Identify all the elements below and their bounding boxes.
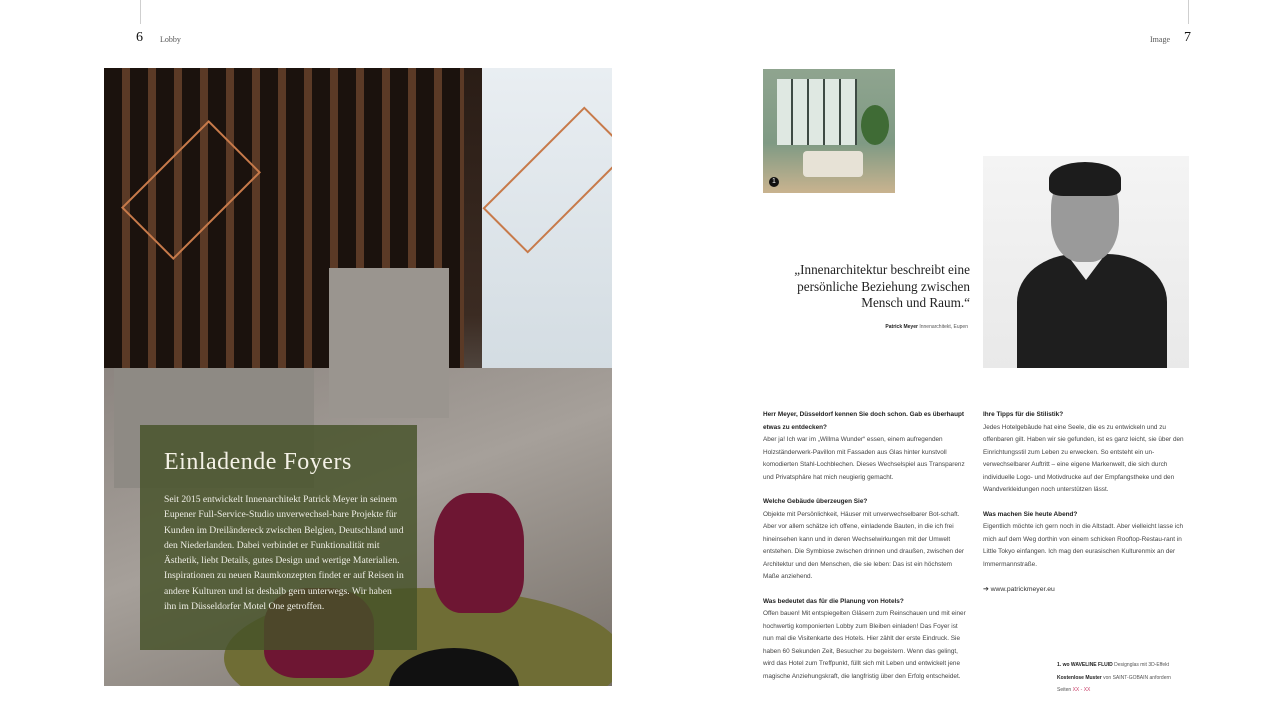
quote-attribution-role: Innenarchitekt, Eupen xyxy=(919,324,968,330)
product-credit xyxy=(1057,659,1187,697)
credit-line xyxy=(1057,659,1187,672)
interview-block xyxy=(983,509,1189,572)
crop-mark-left xyxy=(140,0,141,24)
interview-block xyxy=(763,496,969,584)
credit-line xyxy=(1057,672,1187,685)
thumbnail-number-badge: 1 xyxy=(769,177,779,187)
interview-answer: Objekte mit Persönlichkeit, Häuser mit unverwechselbarer Bot-schaft. Aber vor allem schätze ich offene, einladende Bauten, in die ich frei hineinsehen kann und in deren Wechselwirkungen mit der Umwelt entstehen. Die Symbiose zwischen drinnen und draußen, zwischen der Architektur und den Menschen, die sie leben: Das ist ein höchstem Maße anziehend. xyxy=(763,510,965,580)
interview-question: Welche Gebäude überzeugen Sie? xyxy=(763,498,868,505)
interview-question: Was bedeutet das für die Planung von Hotels? xyxy=(763,597,904,605)
pull-quote: „Innenarchitektur beschreibt eine persönliche Beziehung zwischen Mensch und Raum.“ xyxy=(794,262,970,310)
interview-block xyxy=(763,409,969,484)
interview-block xyxy=(763,596,969,684)
interview-answer: Aber ja! Ich war im „Willma Wunder“ essen, einem aufregenden Holzständerwerk-Pavillon mit Fassaden aus Glas hinter kunstvoll komodierten Stahl-Lochblechen. Dieses Wechselspiel aus Transparenz und Privatsphäre hat mich neugierig gemacht. xyxy=(763,436,965,481)
quote-attribution-name: Patrick Meyer xyxy=(885,324,918,330)
credit-samples: Kostenlose Muster xyxy=(1057,674,1102,681)
credit-pages-range: XX - XX xyxy=(1072,687,1091,693)
interview-question: Herr Meyer, Düsseldorf kennen Sie doch schon. Gab es überhaupt etwas zu entdecken? xyxy=(763,411,965,431)
interview-column-left xyxy=(763,409,969,695)
website-url: www.patrickmeyer.eu xyxy=(990,586,1055,593)
credit-prefix: 1. xyxy=(1057,662,1063,668)
website-link[interactable] xyxy=(983,585,1055,593)
interview-column-right xyxy=(983,409,1189,583)
caption-title: Einladende Foyers xyxy=(164,449,352,475)
interview-answer: Jedes Hotelgebäude hat eine Seele, die es zu entwickeln und zu offenbaren gilt. Haben wir sie gefunden, ist es ganz leicht, sie über den Einrichtungsstil zum Leben zu erwecken. So entsteht ein un-verwechselbarer Auftritt – eine eigene Markenwelt, die sich durch individuelle Logo- und Motivdrucke auf der Empfangstheke und den Wandverkleidungen noch unterstützen lässt. xyxy=(983,423,1184,493)
running-head-left: Lobby xyxy=(160,35,181,44)
portrait-photo xyxy=(983,156,1189,368)
credit-samples-desc: von SAINT-GOBAIN anfordern xyxy=(1103,674,1171,681)
reception-counter xyxy=(329,268,449,418)
glass-partition xyxy=(777,79,857,145)
portrait-hair xyxy=(1049,162,1121,196)
interview-question: Was machen Sie heute Abend? xyxy=(983,510,1078,518)
credit-product-desc: Designglas mit 3D-Effekt xyxy=(1114,662,1170,668)
running-head-right: Image xyxy=(1150,35,1170,44)
armchair xyxy=(434,493,524,613)
sofa xyxy=(803,151,863,177)
caption-text: Seit 2015 entwickelt Innenarchitekt Patrick Meyer in seinem Eupener Full-Service-Studio unverwechsel-bare Projekte für Kunden im Dreiländereck zwischen Belgien, Deutschland und den Niederlanden. Dabei verbindet er Funktionalität mit Ästhetik, liebt Details, gutes Design und wertige Materialien. Inspirationen zu neuen Raumkonzepten findet er auf Reisen in andere Kulturen und ist deshalb gern unterwegs. Wir haben ihn im Düsseldorfer Motel One getroffen. xyxy=(164,494,404,613)
credit-product: wo WAVELINE FLUID xyxy=(1062,662,1113,668)
arrow-right-icon: ➔ xyxy=(983,586,989,593)
interview-block xyxy=(983,409,1189,497)
interior-thumbnail xyxy=(763,69,895,193)
credit-line xyxy=(1057,684,1187,697)
interview-answer: Offen bauen! Mit entspiegelten Gläsern zum Reinschauen und mit einer hochwertig komponierten Lobby zum Bleiben einladen! Das Foyer ist nun mal die Visitenkarte des Hotels. Hier zählt der erste Eindruck. Sie haben 60 Sekunden Zeit, Besucher zu begeistern. Wenn das gelingt, wird das Hotel zum Treffpunkt, füllt sich mit Leben und entwickelt jene magische Anziehungskraft, die langfristig über den Erfolg entscheidet. xyxy=(763,610,966,680)
credit-pages-label: Seiten xyxy=(1057,687,1072,693)
interview-question: Ihre Tipps für die Stilistik? xyxy=(983,411,1064,418)
crop-mark-right xyxy=(1188,0,1189,24)
page-number-right: 7 xyxy=(1184,30,1191,45)
interview-answer: Eigentlich möchte ich gern noch in die Altstadt. Aber vielleicht lasse ich mich auf dem Weg dorthin von einem schicken Rooftop-Restau-rant in Little Tokyo einfangen. Ich mag den eurasischen Kulturenmix an der Immermannstraße. xyxy=(983,523,1183,568)
page-number-left: 6 xyxy=(136,30,143,45)
plant xyxy=(861,105,889,145)
quote-attribution xyxy=(800,324,968,330)
